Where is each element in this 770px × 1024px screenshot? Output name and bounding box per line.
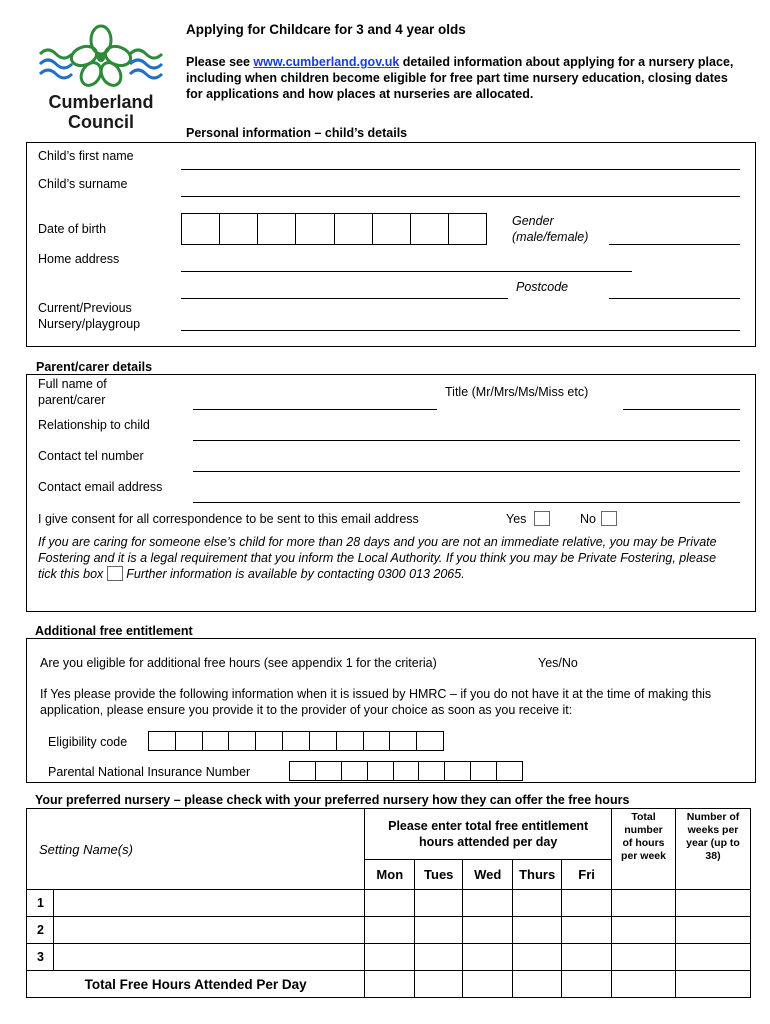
hours-per-day-header xyxy=(365,809,612,860)
day-header-thu: Thurs xyxy=(513,859,562,889)
day-header-wed: Wed xyxy=(463,859,513,889)
weeks-cell[interactable] xyxy=(676,944,751,971)
relationship-label: Relationship to child xyxy=(38,418,150,432)
table-row xyxy=(27,944,751,971)
total-hours-header xyxy=(612,809,676,890)
day-header-tue: Tues xyxy=(415,859,463,889)
hours-cell[interactable] xyxy=(365,917,415,944)
home-address-field-1[interactable] xyxy=(181,271,632,272)
consent-yes-checkbox[interactable] xyxy=(534,511,550,526)
weeks-cell[interactable] xyxy=(676,890,751,917)
hours-cell[interactable] xyxy=(463,944,513,971)
hours-cell[interactable] xyxy=(562,890,612,917)
intro-after: detailed information about applying for a nursery place, including when children become eligible for free part time nursery education, closing dates for applications and how places at nurseries are allocated. xyxy=(186,55,734,101)
table-row xyxy=(27,917,751,944)
page-title: Applying for Childcare for 3 and 4 year olds xyxy=(186,22,466,37)
hours-cell[interactable] xyxy=(562,917,612,944)
title-label: Title (Mr/Mrs/Ms/Miss etc) xyxy=(445,385,589,399)
dob-field[interactable] xyxy=(181,213,487,245)
hours-cell[interactable] xyxy=(463,917,513,944)
fostering-text-2: Further information is available by contacting 0300 013 2065. xyxy=(122,567,465,581)
parent-title-field[interactable] xyxy=(623,409,740,410)
additional-question: Are you eligible for additional free hours (see appendix 1 for the criteria) xyxy=(40,656,437,670)
total-cell[interactable] xyxy=(365,971,415,998)
child-section-heading: Personal information – child’s details xyxy=(186,126,408,140)
dob-label: Date of birth xyxy=(38,222,107,236)
council-logo xyxy=(34,24,168,134)
total-cell[interactable] xyxy=(562,971,612,998)
weeks-per-year-header xyxy=(676,809,751,890)
gender-field[interactable] xyxy=(609,244,740,245)
postcode-field[interactable] xyxy=(609,298,740,299)
home-address-label: Home address xyxy=(38,252,120,266)
parent-full-name-field[interactable] xyxy=(193,409,437,410)
eligibility-code-label: Eligibility code xyxy=(48,735,128,749)
private-fostering-checkbox[interactable] xyxy=(107,566,123,581)
current-nursery-field[interactable] xyxy=(181,330,740,331)
contact-tel-field[interactable] xyxy=(193,471,740,472)
table-row xyxy=(27,890,751,917)
setting-name-cell-3[interactable] xyxy=(53,944,364,971)
child-surname-label: Child’s surname xyxy=(38,177,128,191)
eligibility-code-field[interactable] xyxy=(148,731,444,751)
intro-text xyxy=(186,54,742,102)
total-cell[interactable] xyxy=(513,971,562,998)
total-cell[interactable] xyxy=(415,971,463,998)
intro-before: Please see xyxy=(186,55,254,69)
total-row xyxy=(27,971,751,998)
relationship-field[interactable] xyxy=(193,440,740,441)
total-cell[interactable] xyxy=(463,971,513,998)
council-website-link[interactable]: www.cumberland.gov.uk xyxy=(253,55,400,69)
logo-text-line2: Council xyxy=(68,112,134,132)
contact-email-field[interactable] xyxy=(193,502,740,503)
gender-label-2: (male/female) xyxy=(512,230,589,244)
hours-cell[interactable] xyxy=(562,944,612,971)
hours-per-day-label: Please enter total free entitlement hours attended per day xyxy=(388,818,589,849)
hours-cell[interactable] xyxy=(513,890,562,917)
total-free-hours-label: Total Free Hours Attended Per Day xyxy=(27,971,365,998)
setting-names-header xyxy=(27,809,365,890)
hours-cell[interactable] xyxy=(415,917,463,944)
row-number: 1 xyxy=(27,890,54,917)
total-cell[interactable] xyxy=(676,971,751,998)
tel-label: Contact tel number xyxy=(38,449,144,463)
nursery-section-heading: Your preferred nursery – please check with your preferred nursery how they can offer the free hours xyxy=(35,793,630,807)
fostering-text-1: If you are caring for someone else’s child for more than 28 days and you are not an immediate relative, you may be Private Fostering and it is a legal requirement that you inform the Local Authority. If you think you may be Private Fostering, please tick this box xyxy=(38,535,717,581)
home-address-field-2[interactable] xyxy=(181,298,508,299)
hours-cell[interactable] xyxy=(365,890,415,917)
row-number: 2 xyxy=(27,917,54,944)
consent-no-label: No xyxy=(580,512,596,526)
full-name-label-2: parent/carer xyxy=(38,393,106,407)
private-fostering-text xyxy=(38,535,728,583)
child-surname-field[interactable] xyxy=(181,196,740,197)
additional-yes-no[interactable]: Yes/No xyxy=(538,656,578,670)
consent-yes-label: Yes xyxy=(506,512,527,526)
weeks-cell[interactable] xyxy=(676,917,751,944)
day-header-fri: Fri xyxy=(562,859,612,889)
full-name-label-1: Full name of xyxy=(38,377,107,391)
setting-names-label: Setting Name(s) xyxy=(39,841,133,857)
setting-name-cell-1[interactable] xyxy=(53,890,364,917)
hours-cell[interactable] xyxy=(513,944,562,971)
total-hours-cell[interactable] xyxy=(612,890,676,917)
consent-label: I give consent for all correspondence to be sent to this email address xyxy=(38,512,419,526)
total-cell[interactable] xyxy=(612,971,676,998)
child-first-name-field[interactable] xyxy=(181,169,740,170)
hmrc-instruction: If Yes please provide the following information when it is issued by HMRC – if you do not have it at the time of making this application, please ensure you provide it to the provider of your choice as soon as you receive it: xyxy=(40,687,712,717)
ni-number-field[interactable] xyxy=(289,761,523,781)
hours-cell[interactable] xyxy=(463,890,513,917)
hours-cell[interactable] xyxy=(415,944,463,971)
nursery-label-2: Nursery/playgroup xyxy=(38,317,141,331)
hours-cell[interactable] xyxy=(513,917,562,944)
total-hours-label: Total number of hours per week xyxy=(621,811,666,862)
setting-name-cell-2[interactable] xyxy=(53,917,364,944)
child-first-name-label: Child’s first name xyxy=(38,149,134,163)
nursery-label-1: Current/Previous xyxy=(38,301,132,315)
preferred-nursery-table xyxy=(26,808,751,998)
row-number: 3 xyxy=(27,944,54,971)
flower-wave-logo-icon xyxy=(34,24,168,94)
logo-text-line1: Cumberland xyxy=(48,92,154,112)
ni-number-label: Parental National Insurance Number xyxy=(48,765,251,779)
day-header-mon: Mon xyxy=(365,859,415,889)
hours-cell[interactable] xyxy=(415,890,463,917)
hours-cell[interactable] xyxy=(365,944,415,971)
postcode-label: Postcode xyxy=(516,280,569,294)
total-hours-cell[interactable] xyxy=(612,944,676,971)
email-label: Contact email address xyxy=(38,480,163,494)
additional-section-heading: Additional free entitlement xyxy=(35,624,193,638)
total-hours-cell[interactable] xyxy=(612,917,676,944)
gender-label-1: Gender xyxy=(512,214,554,228)
consent-no-checkbox[interactable] xyxy=(601,511,617,526)
weeks-per-year-label: Number of weeks per year (up to 38) xyxy=(686,811,740,862)
parent-section-heading: Parent/carer details xyxy=(36,360,153,374)
